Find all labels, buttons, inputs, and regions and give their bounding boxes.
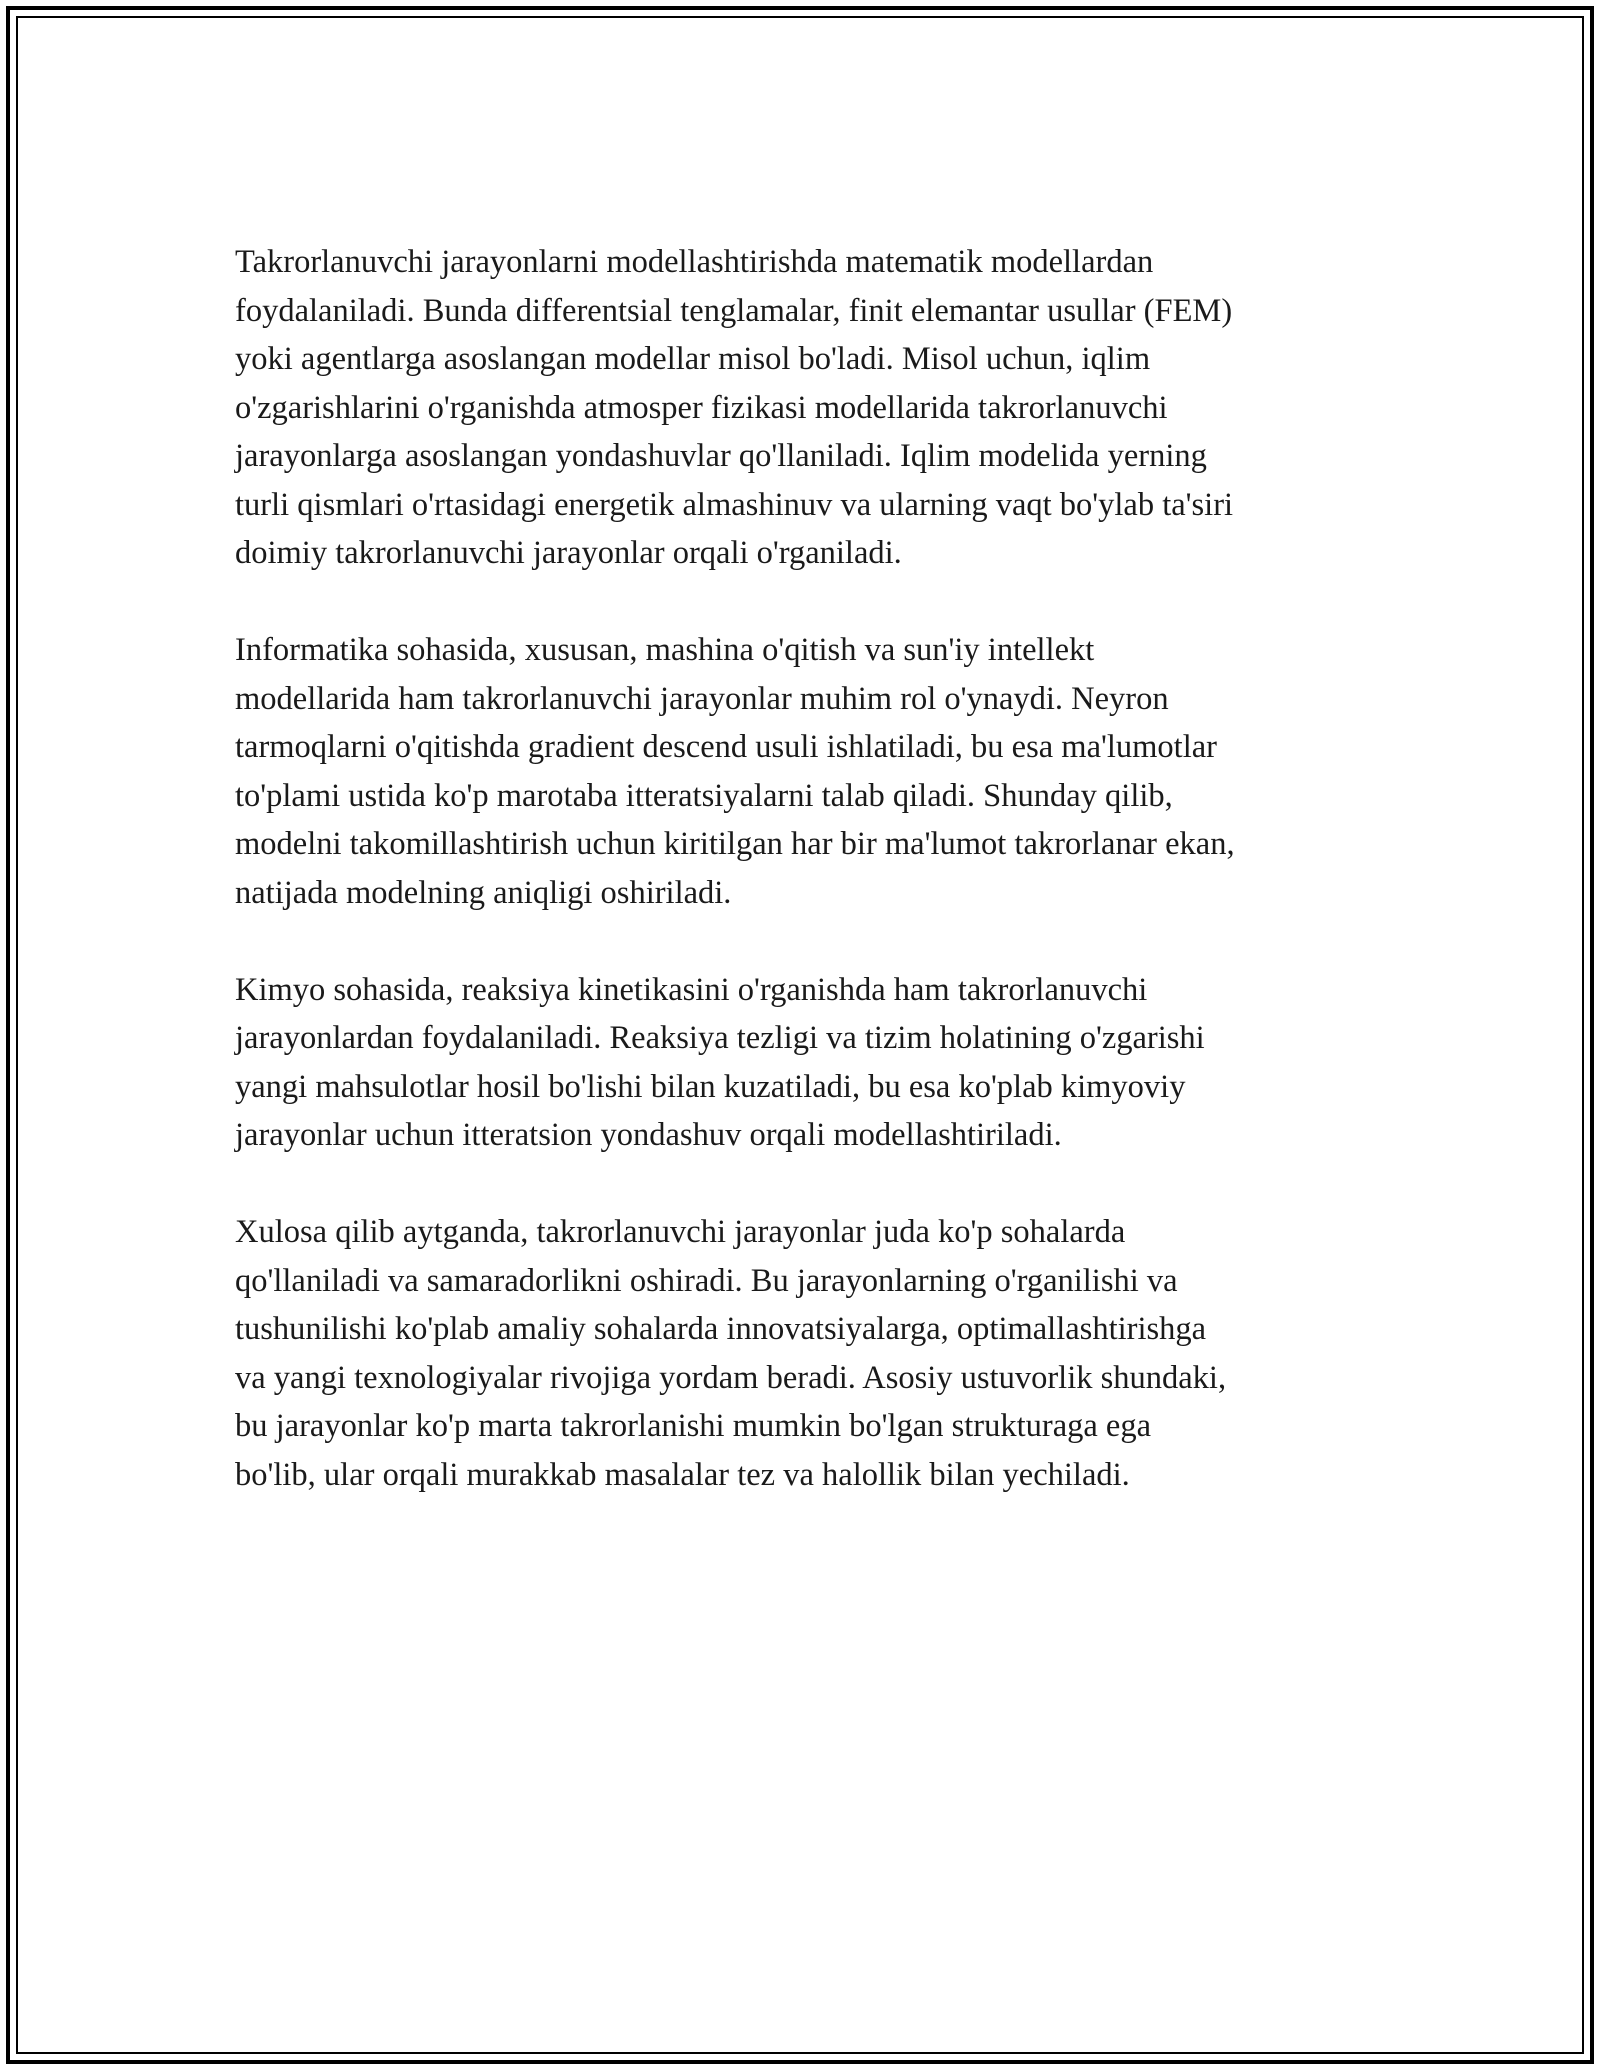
paragraph-chemistry: Kimyo sohasida, reaksiya kinetikasini o'rganishda ham takrorlanuvchi jarayonlardan foydalaniladi. Reaksiya tezligi va tizim holatining o'zgarishi yangi mahsulotlar hosil bo'lishi bilan kuzatiladi, bu esa ko'plab kimyoviy jarayonlar uchun itteratsion yondashuv orqali modellashtiriladi.: [235, 971, 1205, 1153]
paragraph-machine-learning: Informatika sohasida, xususan, mashina o'qitish va sun'iy intellekt modellarida ham takrorlanuvchi jarayonlar muhim rol o'ynaydi. Neyron tarmoqlarni o'qitishda gradient descend usuli ishlatiladi, bu esa ma'lumotlar to'plami ustida ko'p marotaba itteratsiyalarni talab qiladi. Shunday qilib, modelni takomillashtirish uchun kiritilgan har bir ma'lumot takrorlanar ekan, natijada modelning aniqligi oshiriladi.: [235, 632, 1235, 911]
paragraph-conclusion: Xulosa qilib aytganda, takrorlanuvchi jarayonlar juda ko'p sohalarda qo'llaniladi va samaradorlikni oshiradi. Bu jarayonlarning o'rganilishi va tushunilishi ko'plab amaliy sohalarda innovatsiyalarga, optimallashtirishga va yangi texnologiyalar rivojiga yordam beradi. Asosiy ustuvorlik shundaki, bu jarayonlar ko'p marta takrorlanishi mumkin bo'lgan strukturaga ega bo'lib, ular orqali murakkab masalalar tez va halollik bilan yechiladi.: [235, 1214, 1227, 1493]
document-body: [235, 238, 1375, 1548]
paragraph-climate-modeling: Takrorlanuvchi jarayonlarni modellashtirishda matematik modellardan foydalaniladi. Bunda differentsial tenglamalar, finit elemantar usullar (FEM) yoki agentlarga asoslangan modellar misol bo'ladi. Misol uchun, iqlim o'zgarishlarini o'rganishda atmosper fizikasi modellarida takrorlanuvchi jarayonlarga asoslangan yondashuvlar qo'llaniladi. Iqlim modelida yerning turli qismlari o'rtasidagi energetik almashinuv va ularning vaqt bo'ylab ta'siri doimiy takrorlanuvchi jarayonlar orqali o'rganiladi.: [235, 244, 1234, 571]
